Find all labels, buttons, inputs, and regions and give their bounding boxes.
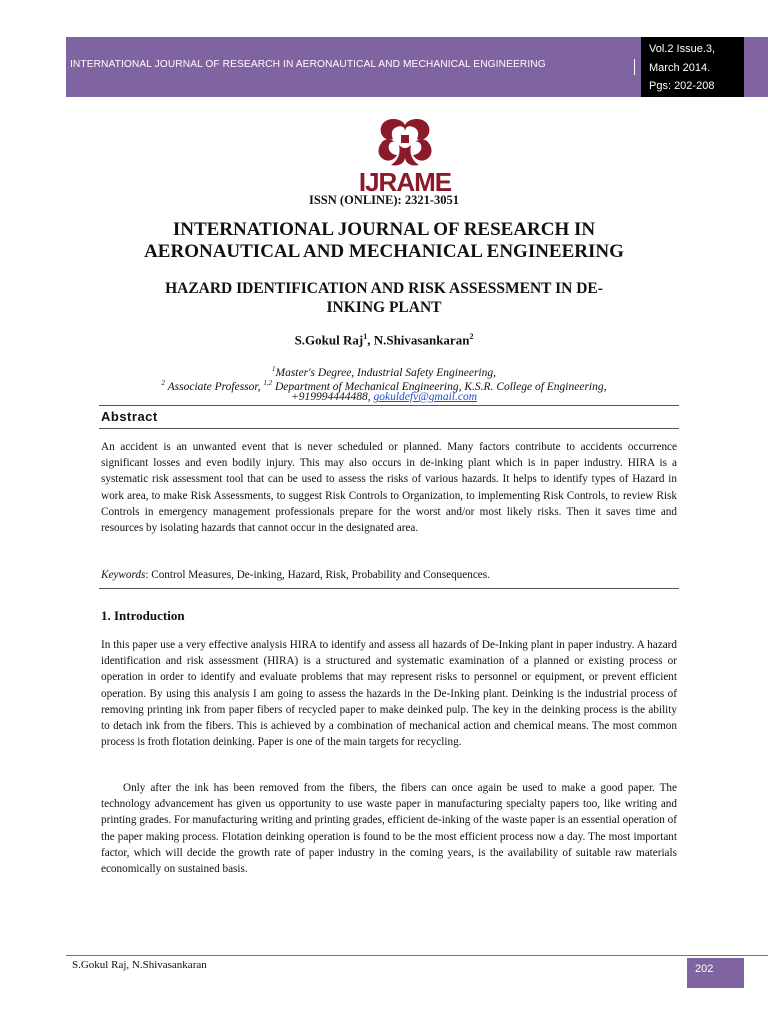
intro-paragraph-1: In this paper use a very effective analysis HIRA to identify and assess all hazards of De-Inking plant in paper industry. A hazard identification and risk assessment (HIRA) is a structured and systematic examination of a planned or existing process or operation in order to identify and evaluate problems that may represent risks to personnel or equipment, or prevent efficient operation. By using this analysis I am going to assess the hazards in the De-Inking plant. Deinking is the industrial process of removing printing ink from paper fibers of recycled paper to make deinked pulp. The key in the deinking process is the ability to detach ink from the fibers. This is achieved by a combination of mechanical action and chemical means. The most common process is froth flotation deinking. Paper is one of the main targets for recycling. <box>101 639 677 749</box>
affil2-text-a: Associate Professor, <box>164 380 264 393</box>
author-1: S.Gokul Raj <box>294 332 364 348</box>
keywords-text: Control Measures, De-inking, Hazard, Risk, Probability and Consequences. <box>148 569 490 581</box>
paper-title-line1: HAZARD IDENTIFICATION AND RISK ASSESSMENT IN DE- <box>165 280 603 297</box>
intro-paragraph-2: Only after the ink has been removed from the fibers, the fibers can once again be used to make a good paper. The technology advancement has given us opportunity to use waste paper in manufacturing specialty papers too, like writing and printing grades. For manufacturing writing and printing grades, efficient de-inking of the waste paper is an essential operation of the paper making process. Flotation deinking operation is found to be the most efficient process now a day. The most important factor, which will decide the growth rate of paper industry in the coming years, is the availability of suitable raw materials economically on sustained basis. <box>101 782 677 876</box>
issue-info-box <box>641 37 744 97</box>
affil2-sup2: 1,2 <box>263 379 273 387</box>
volume-issue: Vol.2 Issue.3, <box>649 43 716 55</box>
issue-date: March 2014. <box>649 61 711 74</box>
ijrame-logo <box>355 115 455 195</box>
issn: ISSN (ONLINE): 2321-3051 <box>308 193 459 207</box>
journal-title <box>80 219 688 263</box>
footer-authors: S.Gokul Raj, N.Shivasankaran <box>72 959 207 971</box>
paper-title <box>100 279 668 317</box>
author-1-sup: 1 <box>363 332 368 341</box>
ijrame-logo-icon <box>355 115 455 195</box>
keywords-colon: : <box>145 569 149 581</box>
author-2-sup: 2 <box>469 332 474 341</box>
affil2-text-b: Department of Mechanical Engineering, K.S.R. College of Engineering, <box>272 380 607 393</box>
author-separator: , <box>367 332 374 348</box>
page-number: 202 <box>687 958 744 988</box>
affiliation-contact <box>0 390 768 404</box>
author-2: N.Shivasankaran <box>373 332 470 348</box>
logo-text: IJRAME <box>358 167 452 195</box>
page-range: Pgs: 202-208 <box>649 80 715 92</box>
section-heading-introduction: 1. Introduction <box>101 608 185 623</box>
abstract-heading: Abstract <box>101 409 158 424</box>
keywords-label: Keywords <box>101 569 146 581</box>
journal-title-line1: INTERNATIONAL JOURNAL OF RESEARCH IN <box>172 219 596 240</box>
abstract-text: An accident is an unwanted event that is never scheduled or planned. Many factors contribute to accidents occurrence significant losses and even bodily injury. This may also occurs in de-inking plant which is in paper industry. HIRA is a systematic risk assessment tool that can be used to assess the risks of various hazards. It helps to identify types of Hazard in work area, to make Risk Assessments, to suggest Risk Controls to Organization, to implementing Risk Controls, to review Risk Controls in emergency management professionals prepare for the worst and/or most likely risks. Then it saves time and resources by isolating hazards that cannot occur in the designated area. <box>101 441 677 535</box>
keywords-rule <box>99 588 679 589</box>
abstract-heading-rule <box>99 428 679 429</box>
paper-title-line2: INKING PLANT <box>326 299 442 316</box>
affil2-sup: 2 <box>161 379 165 387</box>
header-journal-name: INTERNATIONAL JOURNAL OF RESEARCH IN AERONAUTICAL AND MECHANICAL ENGINEERING <box>70 59 546 70</box>
footer-rule <box>66 955 768 956</box>
authors <box>0 332 768 348</box>
affil1-text: Master's Degree, Industrial Safety Engineering, <box>275 366 496 379</box>
journal-title-line2: AERONAUTICAL AND MECHANICAL ENGINEERING <box>144 241 624 262</box>
abstract-top-rule <box>99 405 679 406</box>
email-link[interactable]: gokuldefv@gmail.com <box>373 391 478 403</box>
header-divider <box>634 59 635 75</box>
affil1-sup: 1 <box>272 365 276 373</box>
keywords <box>101 569 677 581</box>
phone: +919994444488, <box>290 391 374 403</box>
